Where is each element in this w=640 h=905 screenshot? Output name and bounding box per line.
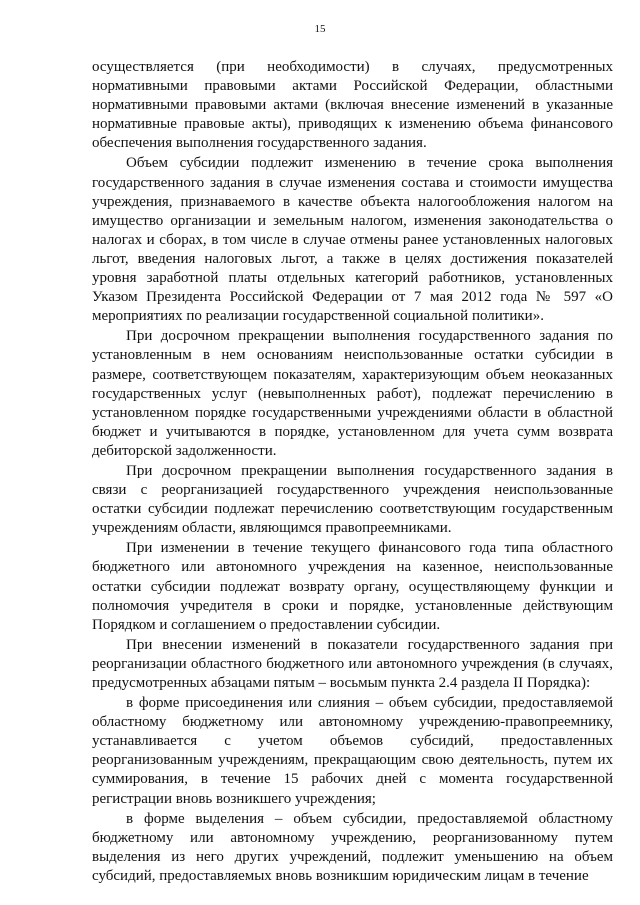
paragraph: При изменении в течение текущего финансового года типа областного бюджетного или автономного учреждения на казенное, неиспользованные остатки субсидии подлежат возврату органу, осуществляющему функции и полномочия учредителя в сроки и порядке, установленные действующим Порядком и соглашением о предоставлении субсидии.	[92, 540, 613, 633]
paragraph: в форме выделения – объем субсидии, предоставляемой областному бюджетному или автономному учреждению, реорганизованному путем выделения из него других учреждений, подлежит уменьшению на объем субсидий, предоставляемых вновь возникшим юридическим лицам в течение	[92, 810, 613, 884]
paragraph: При досрочном прекращении выполнения государственного задания в связи с реорганизацией государственного учреждения неиспользованные остатки субсидии подлежат перечислению соответствующим государственным учреждениям области, являющимся правопреемниками.	[92, 462, 613, 537]
paragraph: Объем субсидии подлежит изменению в течение срока выполнения государственного задания в случае изменения состава и стоимости имущества учреждения, признаваемого в качестве объекта налогообложения налогом на имущество организации и земельным налогом, изменения законодательства о налогах и сборах, в том числе в случае отмены ранее установленных налоговых льгот, введения налоговых льгот, а также в целях достижения показателей уровня заработной платы отдельных категорий работников, установленных Указом Президента Российской Федерации от 7 мая 2012 года № 597 «О мероприятиях по реализации государственной социальной политики».	[92, 155, 613, 325]
paragraph: в форме присоединения или слияния – объем субсидии, предоставляемой областному бюджетному или автономному учреждению-правопреемнику, устанавливается с учетом объемов субсидий, предоставленных реорганизованным учреждениям, прекращающим свою деятельность, путем их суммирования, в течение 15 рабочих дней с момента государственной регистрации вновь возникшего учреждения;	[92, 695, 613, 807]
paragraph: При досрочном прекращении выполнения государственного задания по установленным в нем основаниям неиспользованные остатки субсидии в размере, соответствующем показателям, характеризующим объем неоказанных государственных услуг (невыполненных работ), подлежат перечислению в установленном порядке государственными учреждениями области в областной бюджет и учитываются в порядке, установленном для учета сумм возврата дебиторской задолженности.	[92, 328, 613, 459]
page-number: 15	[314, 23, 326, 35]
paragraph: При внесении изменений в показатели государственного задания при реорганизации областного бюджетного или автономного учреждения (в случаях, предусмотренных абзацами пятым – восьмым пункта 2.4 раздела II Порядка):	[92, 636, 613, 691]
document-body	[92, 58, 613, 886]
paragraph: осуществляется (при необходимости) в случаях, предусмотренных нормативными правовыми актами Российской Федерации, областными нормативными правовыми актами (включая внесение изменений в указанные нормативные правовые акты), приводящих к изменению объема финансового обеспечения выполнения государственного задания.	[92, 59, 613, 152]
